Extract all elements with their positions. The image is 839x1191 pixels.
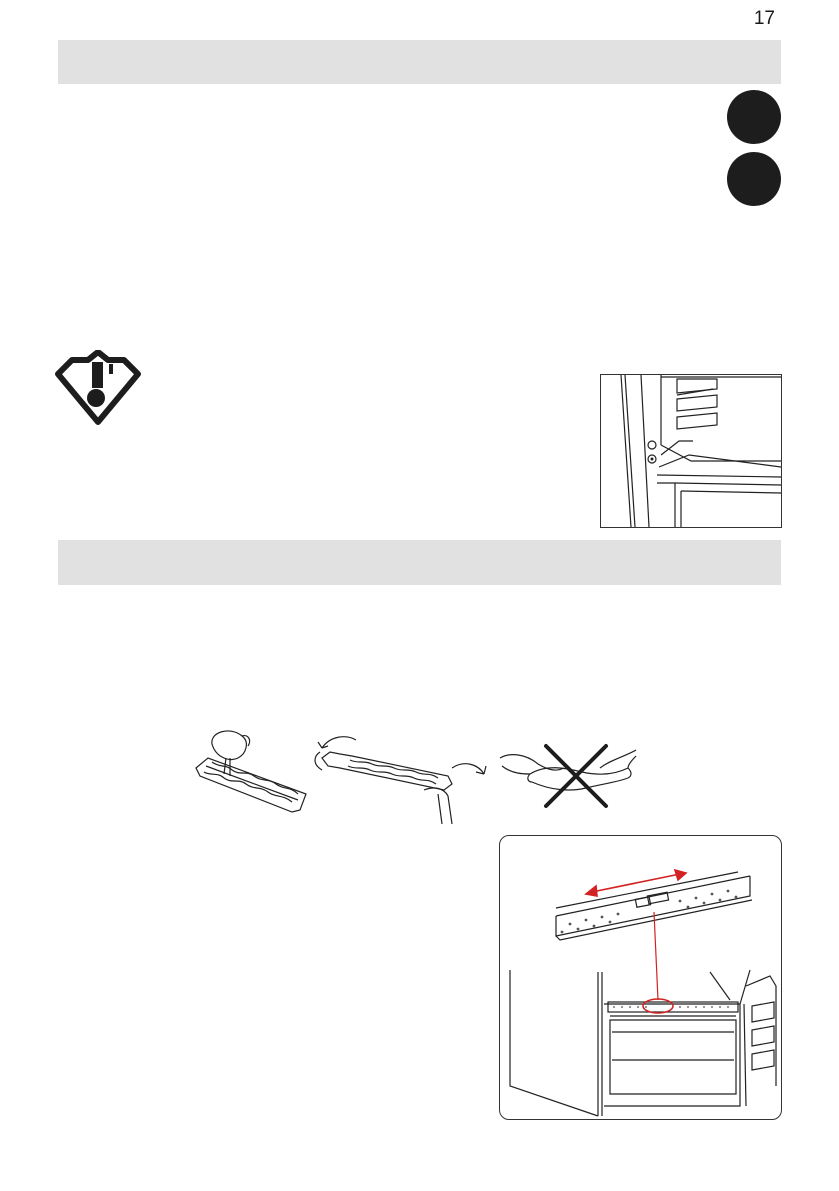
- language-badge-1: [727, 90, 781, 144]
- language-badge-2: [727, 152, 781, 206]
- warning-diamond-icon: [52, 350, 144, 426]
- fridge-light-illustration: [600, 374, 782, 528]
- fill-ice-tray-illustration: [196, 731, 306, 812]
- page-number-text: 17: [753, 8, 775, 29]
- twist-ice-tray-illustration: [315, 737, 486, 824]
- page-number: [0, 6, 839, 32]
- section-header-top: [58, 40, 781, 84]
- ice-tray-illustrations: [190, 728, 650, 828]
- section-header-middle: [58, 540, 781, 585]
- cross-out-icon: [546, 746, 606, 806]
- filter-illustration: [499, 835, 782, 1120]
